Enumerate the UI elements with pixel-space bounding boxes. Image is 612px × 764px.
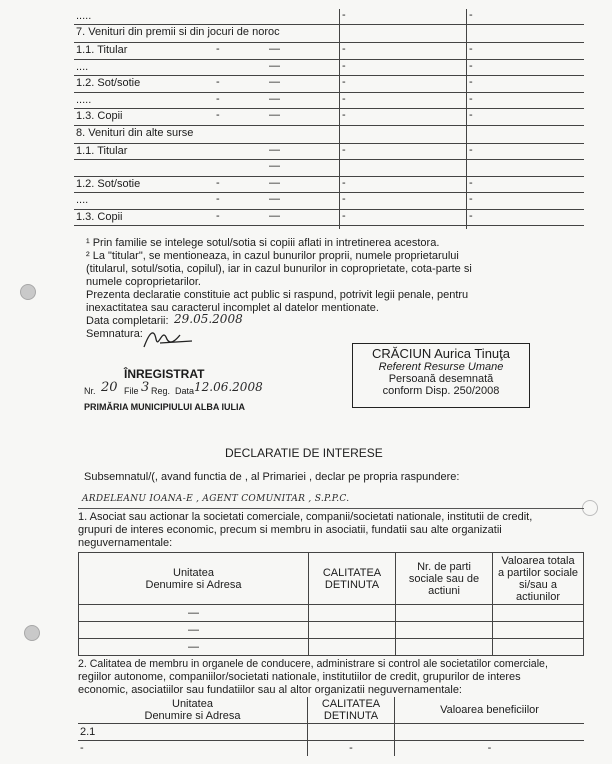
date-value: 29.05.2008 (174, 312, 243, 326)
col-header: Unitatea Denumire si Adresa (79, 553, 309, 605)
section-title-row (74, 25, 584, 43)
signature-label: Semnatura: (86, 328, 143, 340)
cell-dash: - (342, 9, 346, 21)
table-row (79, 605, 584, 622)
cell-dash: - (469, 9, 473, 21)
signature-image (140, 325, 200, 357)
stamp-file-label: File (124, 386, 139, 396)
footnote-2-line1: ² La "titular", se mentioneaza, in cazul bunurilor proprii, numele proprietarului (86, 250, 459, 262)
stamp-name: CRĂCIUN Aurica Tinuţa (372, 346, 510, 361)
col-header: CALITATEA DETINUTA (308, 697, 395, 723)
section1-line1: 1. Asociat sau actionar la societati comerciale, companii/societati nationale, institutii de credit, (78, 511, 533, 523)
stamp-role: Referent Resurse Umane (378, 361, 504, 373)
row-label: 2.1 (78, 723, 308, 740)
footnote-2-line3: numele coproprietarilor. (86, 276, 201, 288)
declaration-paragraph-line1: Prezenta declaratie constituie act public si raspund, potrivit legii penale, pentru (86, 289, 469, 301)
punch-hole-right (582, 500, 598, 516)
handwritten-name: ARDELEANU IOANA-E , AGENT COMUNITAR , S.P.P.C. (82, 494, 350, 504)
table-row: .... - — - - (74, 193, 584, 210)
column-divider (339, 9, 340, 229)
table-header-row (79, 553, 584, 605)
section2-line2: regiilor autonome, companiilor/societati nationale, institutiilor de credit, grupurilor de interes (78, 671, 521, 683)
management-table (78, 697, 584, 756)
table-cell (308, 723, 395, 740)
handwritten-underline (78, 508, 584, 509)
column-divider (466, 9, 467, 229)
stamp-data-label: Data (175, 386, 195, 396)
table-row (79, 622, 584, 639)
section-title-row (74, 126, 584, 144)
table-row (74, 9, 584, 25)
table-row: 1.1. Titular — - - (74, 144, 584, 161)
table-cell: - (395, 740, 585, 756)
table-row: .... — - - (74, 60, 584, 77)
table-cell: - (308, 740, 395, 756)
col-header: CALITATEA DETINUTA (309, 553, 396, 605)
table-row: 1.1. Titular - — - - (74, 43, 584, 60)
name-stamp (352, 343, 530, 408)
stamp-data-value: 12.06.2008 (194, 380, 263, 394)
row-label: ..... (76, 10, 92, 22)
section1-line3: neguvernamentale: (78, 537, 173, 549)
table-cell: — (79, 639, 309, 656)
table-row: — (74, 160, 584, 177)
section2-line1: 2. Calitatea de membru in organele de conducere, administrare si control ale societatilor comerciale, (78, 658, 548, 670)
stamp-reg-label: Reg. (151, 386, 171, 396)
table-row (79, 639, 584, 656)
table-row (78, 740, 584, 756)
section-heading: DECLARATIE DE INTERESE (225, 446, 383, 460)
section8-title: 8. Venituri din alte surse (76, 126, 194, 139)
table-cell (395, 723, 585, 740)
punch-hole-bottom (24, 625, 40, 641)
stamp-institution: PRIMĂRIA MUNICIPIULUI ALBA IULIA (84, 402, 245, 412)
stamp-title: ÎNREGISTRAT (124, 367, 205, 381)
table-cell: — (79, 605, 309, 622)
section2-line3: economic, asociatiilor sau fundatiilor sau al altor organizatii neguvernamentale: (78, 684, 462, 696)
col-header: Valoarea totala a partilor sociale si/sau a actiunilor (493, 553, 584, 605)
stamp-file-value: 3 (141, 380, 150, 395)
section8-rows (74, 144, 584, 227)
table-row: 1.2. Sot/sotie - — - - (74, 177, 584, 194)
col-header: Unitatea Denumire si Adresa (78, 697, 308, 723)
table-row: 1.3. Copii - — - - (74, 109, 584, 126)
date-label: Data completarii: (86, 315, 169, 327)
stamp-line4: conform Disp. 250/2008 (382, 385, 500, 397)
punch-hole-top (20, 284, 36, 300)
col-header: Valoarea beneficiilor (395, 697, 585, 723)
footnote-1: ¹ Prin familie se intelege sotul/sotia si copiii aflati in intretinerea acestora. (86, 237, 440, 249)
declaration-paragraph-line2: inexactitatea sau caracterul incomplet al datelor mentionate. (86, 302, 379, 314)
shares-table (78, 552, 584, 656)
col-header: Nr. de parti sociale sau de actiuni (396, 553, 493, 605)
stamp-nr-label: Nr. (84, 386, 96, 396)
table-row (78, 723, 584, 740)
table-cell: — (79, 622, 309, 639)
footnote-2-line2: (titularul, sotul/sotia, copilul), iar in cazul bunurilor in coproprietate, cota-parte si (86, 263, 472, 275)
table-row: ..... - — - - (74, 93, 584, 110)
income-table (74, 9, 584, 226)
section1-line2: grupuri de interes economic, precum si membru in asociatii, fundatii sau alte organizatii (78, 524, 502, 536)
stamp-line3: Persoană desemnată (388, 373, 494, 385)
section7-title: 7. Venituri din premii si din jocuri de noroc (76, 26, 280, 38)
table-header-row (78, 697, 584, 723)
table-cell: - (78, 740, 308, 756)
intro-line: Subsemnatul/(, avand functia de , al Primariei , declar pe propria raspundere: (84, 471, 460, 483)
section7-rows (74, 43, 584, 126)
stamp-nr-value: 20 (101, 380, 118, 395)
table-row: 1.2. Sot/sotie - — - - (74, 76, 584, 93)
table-row: 1.3. Copii - — - - (74, 210, 584, 227)
